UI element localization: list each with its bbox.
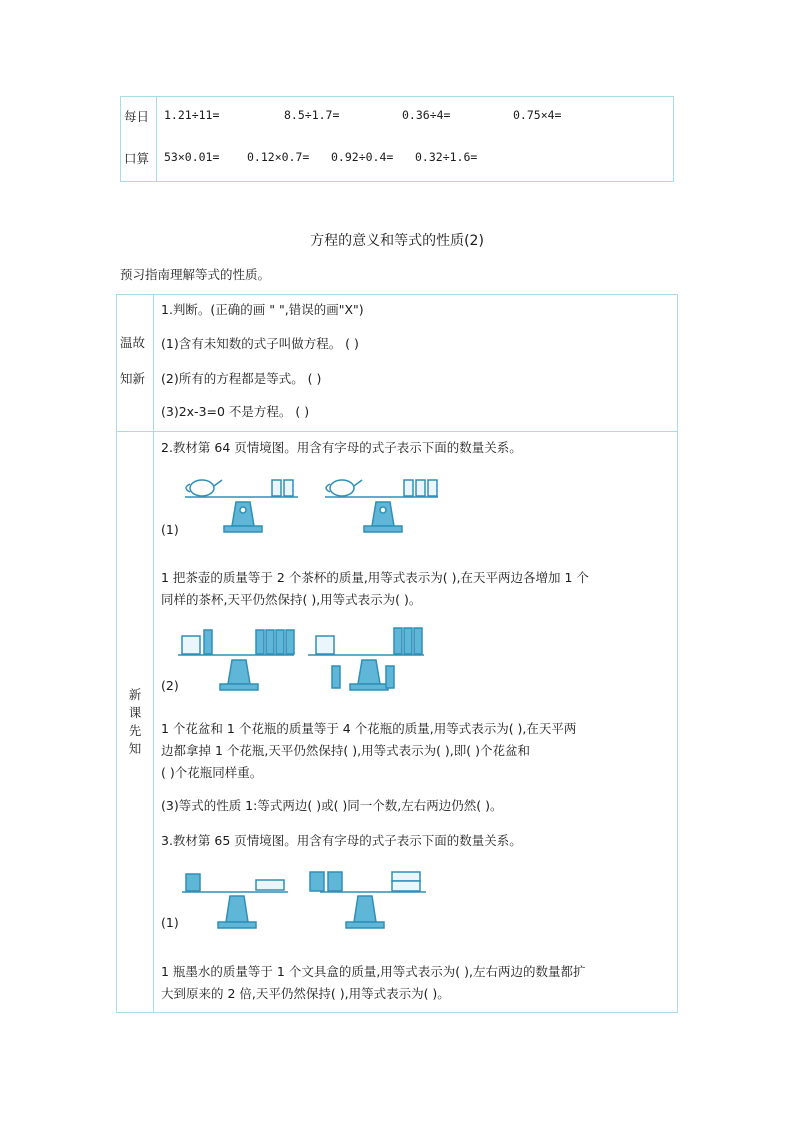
- calc-item: 0.92÷0.4=: [331, 150, 394, 164]
- calc-item: 0.36÷4=: [402, 108, 451, 122]
- review-label-a: 温故: [120, 335, 146, 350]
- balance-figure-2: [176, 622, 436, 694]
- paragraph-line: 1 瓶墨水的质量等于 1 个文具盒的质量,用等式表示为( ),左右两边的数量都扩: [161, 964, 586, 979]
- paragraph-line: 同样的茶杯,天平仍然保持( ),用等式表示为( )。: [161, 592, 422, 607]
- paragraph-line: 大到原来的 2 倍,天平仍然保持( ),用等式表示为( )。: [161, 986, 450, 1001]
- calc-item: 8.5÷1.7=: [284, 108, 340, 122]
- review-label-b: 知新: [120, 371, 146, 386]
- calc-item: 1.21÷11=: [164, 108, 220, 122]
- property-line: (3)等式的性质 1:等式两边( )或( )同一个数,左右两边仍然( )。: [161, 798, 503, 813]
- daily-label-top: 每日: [124, 109, 150, 124]
- page-title: 方程的意义和等式的性质(2): [310, 233, 484, 249]
- calc-item: 0.12×0.7=: [247, 150, 310, 164]
- figure-label: (2): [161, 678, 179, 693]
- paragraph-line: 边都拿掉 1 个花瓶,天平仍然保持( ),用等式表示为( ),即( )个花盆和: [161, 743, 531, 758]
- lesson-table-row-divider: [116, 431, 678, 432]
- daily-calc-divider: [156, 96, 157, 182]
- balance-figure-1: [180, 470, 450, 536]
- calc-item: 0.32÷1.6=: [415, 150, 478, 164]
- lesson-table-divider: [153, 294, 154, 1013]
- intro-text: 预习指南理解等式的性质。: [120, 267, 271, 282]
- calc-item: 0.75×4=: [513, 108, 562, 122]
- newlesson-label: 新课先知: [128, 687, 142, 756]
- daily-label-bottom: 口算: [124, 151, 150, 166]
- balance-figure-3: [180, 864, 430, 930]
- figure-label: (1): [161, 915, 179, 930]
- judge-item: (2)所有的方程都是等式。 ( ): [161, 371, 322, 386]
- calc-item: 53×0.01=: [164, 150, 220, 164]
- judge-item: (3)2x-3=0 不是方程。 ( ): [161, 404, 310, 419]
- paragraph-line: ( )个花瓶同样重。: [161, 765, 263, 780]
- question-2: 2.教材第 64 页情境图。用含有字母的式子表示下面的数量关系。: [161, 440, 522, 455]
- question-1: 1.判断。(正确的画 " ",错误的画"X"): [161, 302, 364, 317]
- paragraph-line: 1 把茶壶的质量等于 2 个茶杯的质量,用等式表示为( ),在天平两边各增加 1 个: [161, 570, 589, 585]
- figure-label: (1): [161, 522, 179, 537]
- question-3: 3.教材第 65 页情境图。用含有字母的式子表示下面的数量关系。: [161, 833, 522, 848]
- paragraph-line: 1 个花盆和 1 个花瓶的质量等于 4 个花瓶的质量,用等式表示为( ),在天平两: [161, 721, 577, 736]
- judge-item: (1)含有未知数的式子叫做方程。 ( ): [161, 336, 359, 351]
